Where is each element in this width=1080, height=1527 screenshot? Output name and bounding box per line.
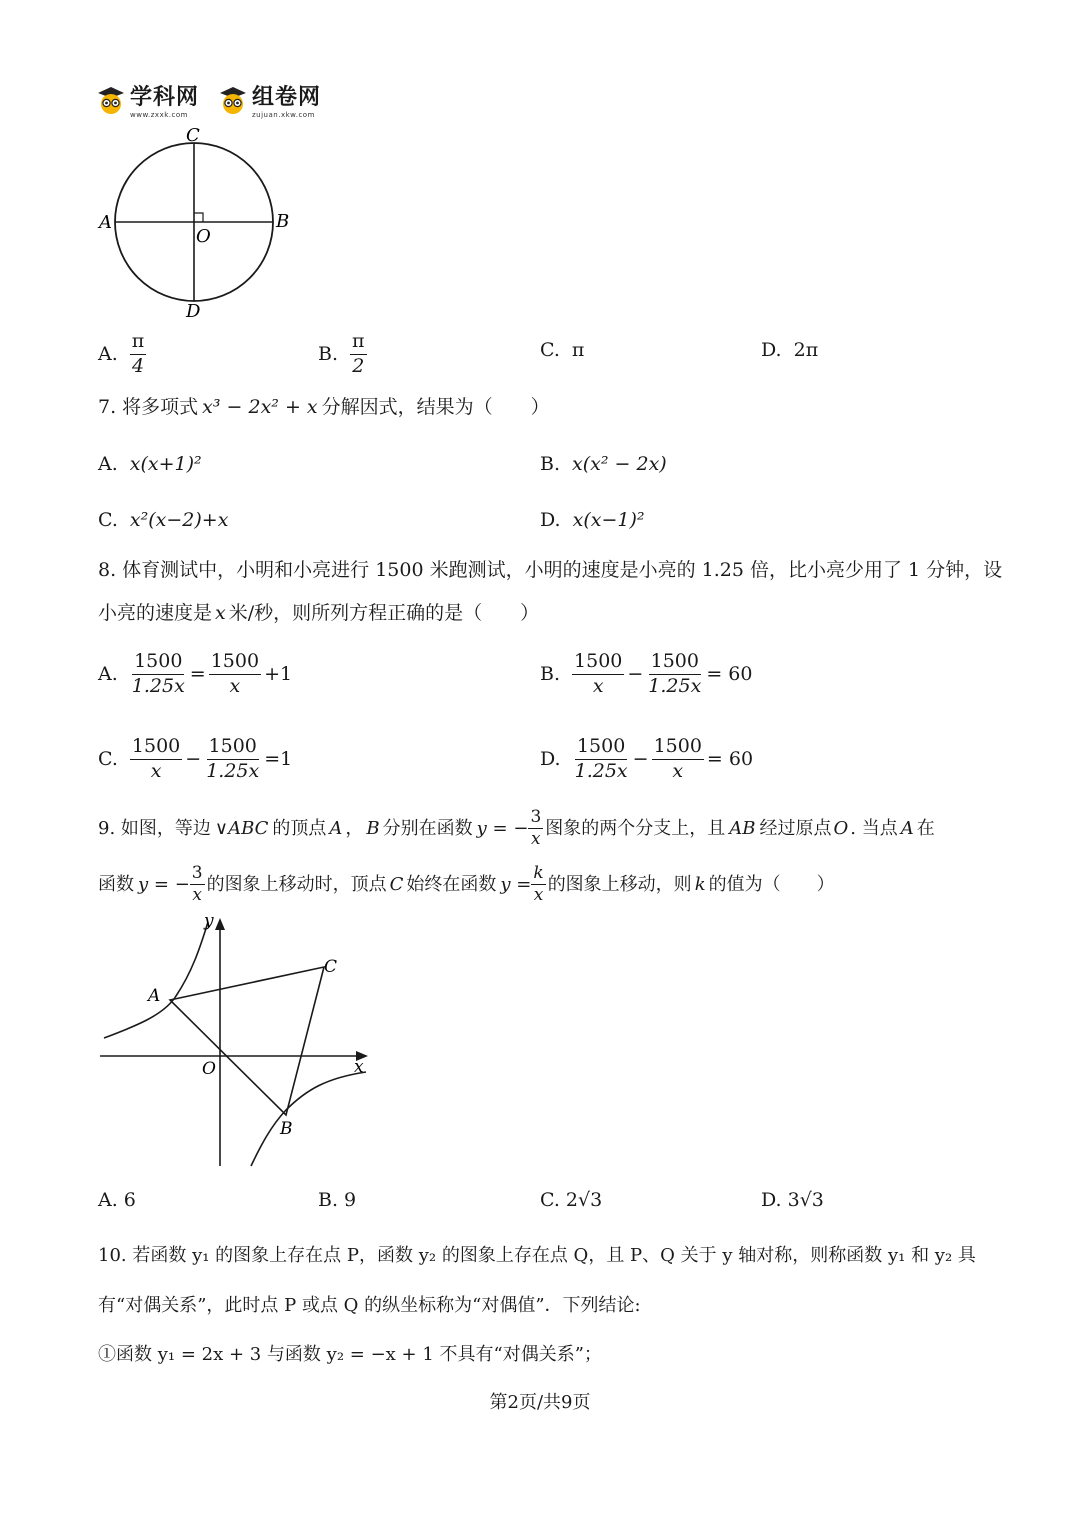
right-angle-mark bbox=[194, 213, 203, 222]
q8-stem-line1: 8. 体育测试中，小明和小亮进行 1500 米跑测试，小明的速度是小亮的 1.25 倍，比小亮少用了 1 分钟，设 bbox=[98, 559, 1003, 581]
label-x: x bbox=[354, 1057, 364, 1077]
label-a: A bbox=[99, 212, 112, 233]
q7-option-c[interactable]: C. x²(x−2)+x bbox=[98, 509, 229, 531]
logo-zxxk: 学科网 www.zxxk.com bbox=[96, 80, 199, 119]
q9-option-d[interactable]: D. 3√3 bbox=[761, 1189, 824, 1211]
q9-coordinate-figure bbox=[96, 910, 381, 1172]
label-y: y bbox=[204, 911, 214, 931]
circle-figure bbox=[96, 125, 296, 325]
q7-option-a[interactable]: A. x(x+1)² bbox=[98, 453, 202, 475]
q8-option-c[interactable]: C. $\frac{1500}{x}$ − $\frac{1500}{1.25x}$ =1 bbox=[98, 735, 293, 782]
q9-stem-line1: 9. 如图，等边 ∨ABC 的顶点 A ， B 分别在函数 y = − $\frac{3}{x}$ 图象的两个分支上，且 AB 经过原点 O . 当点 A 在 bbox=[98, 807, 935, 850]
label-a: A bbox=[148, 986, 161, 1006]
y-axis-arrow-icon bbox=[215, 918, 225, 930]
label-b: B bbox=[280, 1119, 293, 1139]
q6-option-c[interactable]: C. π bbox=[540, 339, 585, 361]
q8-option-d[interactable]: D. $\frac{1500}{1.25x}$ − $\frac{1500}{x}$ = 60 bbox=[540, 735, 754, 782]
q7-option-d[interactable]: D. x(x−1)² bbox=[540, 509, 645, 531]
label-c: C bbox=[324, 957, 338, 977]
q10-stem-line1: 10. 若函数 y₁ 的图象上存在点 P，函数 y₂ 的图象上存在点 Q，且 P、Q 关于 y 轴对称，则称函数 y₁ 和 y₂ 具 bbox=[98, 1245, 976, 1266]
q8-option-b[interactable]: B. $\frac{1500}{x}$ − $\frac{1500}{1.25x}$ = 60 bbox=[540, 650, 753, 697]
q9-option-c[interactable]: C. 2√3 bbox=[540, 1189, 603, 1211]
q9-option-a[interactable]: A. 6 bbox=[98, 1189, 136, 1211]
q8-option-a[interactable]: A. $\frac{1500}{1.25x}$ = $\frac{1500}{x}$ +1 bbox=[98, 650, 293, 697]
q9-stem-line2: 函数 y = − $\frac{3}{x}$ 的图象上移动时，顶点 C 始终在函数 y = $\frac{k}{x}$ 的图象上移动，则 k 的值为（ ） bbox=[98, 863, 835, 906]
q7-option-b[interactable]: B. x(x² − 2x) bbox=[540, 453, 667, 475]
page-footer: 第2页/共9页 bbox=[489, 1392, 591, 1413]
q6-option-d[interactable]: D. 2π bbox=[761, 339, 819, 361]
label-b: B bbox=[276, 211, 290, 232]
q6-option-b[interactable]: B. $\frac{\pi}{2}$ bbox=[318, 330, 365, 377]
q9-option-b[interactable]: B. 9 bbox=[318, 1189, 357, 1211]
owl-logo-icon bbox=[218, 85, 248, 115]
hyperbola-branch-lower bbox=[251, 1072, 366, 1166]
label-o: O bbox=[196, 226, 211, 247]
logo-zujuan: 组卷网 zujuan.xkw.com bbox=[218, 80, 321, 119]
label-o: O bbox=[202, 1059, 216, 1079]
owl-logo-icon bbox=[96, 85, 126, 115]
label-c: C bbox=[186, 125, 200, 146]
q7-stem: 7. 将多项式 x³ − 2x² + x 分解因式，结果为（ ） bbox=[98, 396, 550, 418]
q10-stem-line2: 有“对偶关系”，此时点 P 或点 Q 的纵坐标称为“对偶值”．下列结论: bbox=[98, 1295, 641, 1316]
hyperbola-branch-upper bbox=[104, 922, 208, 1038]
q6-option-a[interactable]: A. $\frac{\pi}{4}$ bbox=[98, 330, 145, 377]
triangle-abc bbox=[170, 967, 324, 1115]
label-d: D bbox=[186, 301, 201, 322]
q8-stem-line2: 小亮的速度是 x 米/秒，则所列方程正确的是（ ） bbox=[98, 602, 540, 624]
q10-statement-1: ①函数 y₁ = 2x + 3 与函数 y₂ = −x + 1 不具有“对偶关系”； bbox=[98, 1344, 602, 1365]
